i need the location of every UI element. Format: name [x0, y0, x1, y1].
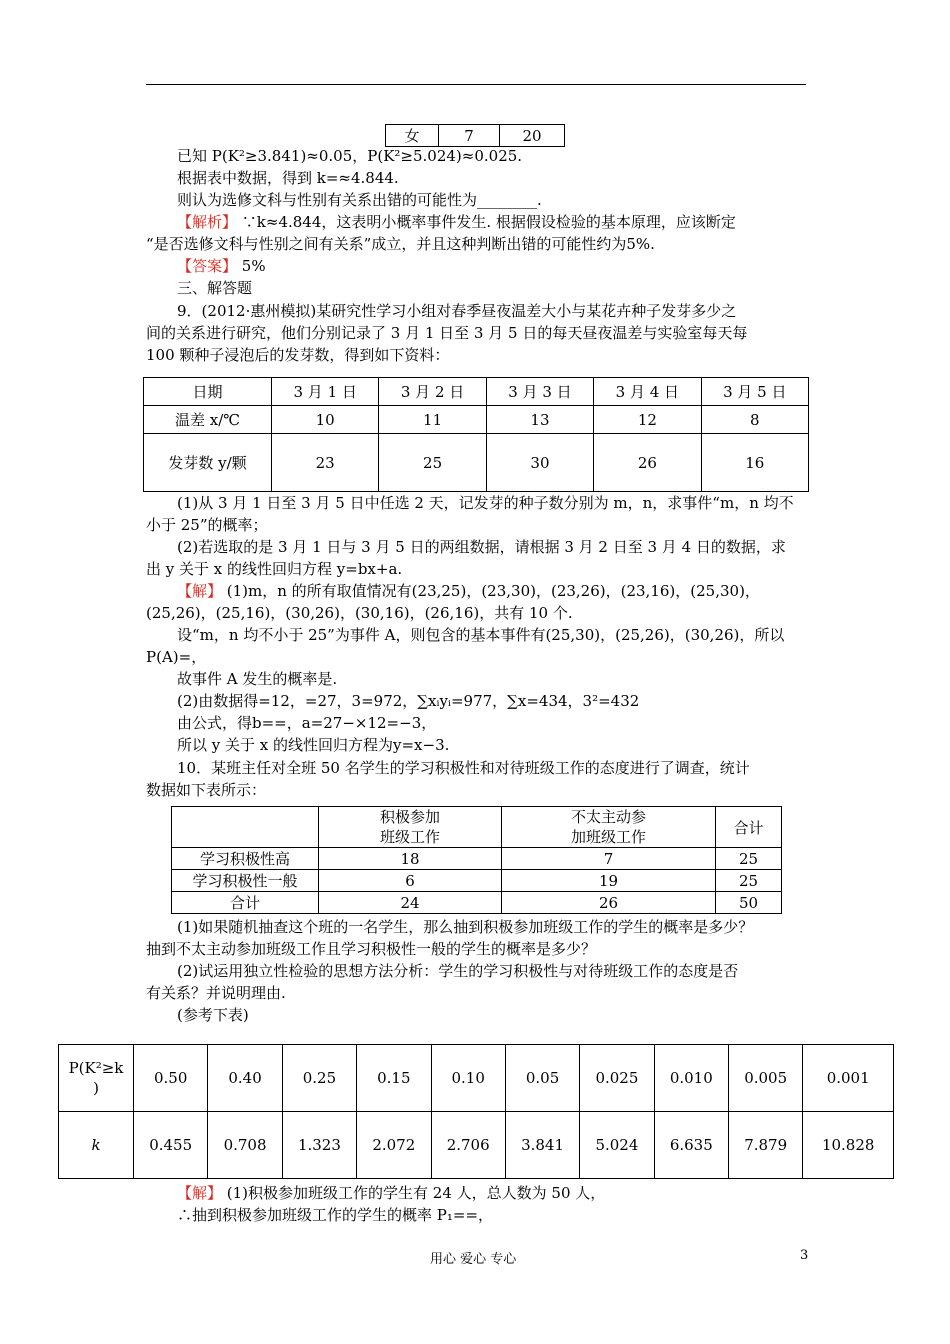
table-cell: 30: [486, 434, 593, 492]
table-header: 积极参加 班级工作: [319, 807, 502, 848]
solution-tag: 【解】: [177, 1184, 223, 1202]
table-header: 日期: [144, 378, 272, 406]
table-cell: 2.072: [357, 1112, 431, 1179]
table-cell: 发芽数 y/颗: [144, 434, 272, 492]
table-cell: 0.005: [729, 1045, 803, 1112]
text-line: 小于 25”的概率；: [146, 516, 268, 534]
table-cell: 7: [439, 125, 500, 147]
text-line: 数据如下表所示：: [146, 781, 267, 799]
text-line: 根据表中数据，得到 k=≈4.844.: [177, 169, 399, 187]
table-cell: 0.10: [431, 1045, 505, 1112]
text-line: 已知 P(K²≥3.841)≈0.05，P(K²≥5.024)≈0.025.: [177, 147, 523, 165]
table-header: 不太主动参 加班级工作: [502, 807, 716, 848]
table-cell: 7: [502, 848, 716, 870]
text-line: 10．某班主任对全班 50 名学生的学习积极性和对待班级工作的态度进行了调查，统计: [177, 759, 750, 777]
top-table: [385, 124, 565, 147]
table-cell: 7.879: [729, 1112, 803, 1179]
table-cell: 0.708: [208, 1112, 282, 1179]
solution-text: (1)m，n 的所有取值情况有(23,25)，(23,30)，(23,26)，(23,16)，(25,30)，: [222, 582, 760, 600]
table-cell: 3.841: [505, 1112, 579, 1179]
table-cell: 学习积极性一般: [172, 870, 319, 892]
answer-line: [177, 256, 266, 276]
text-line: 故事件 A 发生的概率是.: [177, 670, 338, 688]
table-cell: 温差 x/℃: [144, 406, 272, 434]
table-cell: 13: [486, 406, 593, 434]
table-cell: 0.25: [282, 1045, 356, 1112]
table-cell: 0.455: [134, 1112, 208, 1179]
text-line: 9．(2012·惠州模拟)某研究性学习小组对春季昼夜温差大小与某花卉种子发芽多少之: [177, 302, 737, 320]
header-rule: [146, 84, 806, 85]
table-cell: 18: [319, 848, 502, 870]
section-heading: 三、解答题: [177, 279, 253, 297]
table-cell: 11: [379, 406, 486, 434]
table-cell: 6: [319, 870, 502, 892]
table-cell: 12: [594, 406, 701, 434]
table-cell: 25: [379, 434, 486, 492]
answer-text: 5%: [237, 257, 266, 275]
table-header: 3 月 3 日: [486, 378, 593, 406]
solution-line: [177, 1183, 605, 1203]
page-number: 3: [800, 1248, 809, 1263]
table-header: P(K²≥k ): [59, 1045, 134, 1112]
table-header: 3 月 4 日: [594, 378, 701, 406]
table-cell: 10: [272, 406, 379, 434]
table-cell: 19: [502, 870, 716, 892]
table-cell: 24: [319, 892, 502, 914]
table-10: [171, 806, 782, 914]
table-cell: 5.024: [580, 1112, 654, 1179]
table-header: 合计: [716, 807, 782, 848]
table-header: 3 月 1 日: [272, 378, 379, 406]
table-cell: 25: [716, 848, 782, 870]
text-line: (25,26)，(25,16)，(30,26)，(30,16)，(26,16)，共有 10 个.: [146, 604, 573, 622]
table-header: [172, 807, 319, 848]
table-cell: 25: [716, 870, 782, 892]
table-cell: 26: [502, 892, 716, 914]
text-line: 所以 y 关于 x 的线性回归方程为y=x−3.: [177, 736, 450, 754]
table-cell: 20: [500, 125, 565, 147]
text-line: (1)从 3 月 1 日至 3 月 5 日中任选 2 天，记发芽的种子数分别为 m，n，求事件“m，n 均不: [177, 494, 794, 512]
answer-tag: 【答案】: [177, 257, 238, 275]
table-cell: 合计: [172, 892, 319, 914]
table-header: k: [59, 1112, 134, 1179]
text-line: (1)如果随机抽查这个班的一名学生，那么抽到积极参加班级工作的学生的概率是多少？: [177, 918, 754, 936]
text-line: (2)若选取的是 3 月 1 日与 3 月 5 日的两组数据，请根据 3 月 2 日至 3 月 4 日的数据，求: [177, 538, 786, 556]
text-line: 则认为选修文科与性别有关系出错的可能性为________.: [177, 191, 542, 209]
table-cell: 0.010: [654, 1045, 728, 1112]
table-cell: 16: [701, 434, 808, 492]
table-cell: 女: [386, 125, 439, 147]
solution-tag: 【解】: [177, 582, 223, 600]
solution-line: [177, 581, 760, 601]
text-line: 有关系？并说明理由.: [146, 984, 286, 1002]
table-cell: 26: [594, 434, 701, 492]
table-header: 3 月 5 日: [701, 378, 808, 406]
solution-text: (1)积极参加班级工作的学生有 24 人，总人数为 50 人，: [222, 1184, 606, 1202]
text-line: 设“m，n 均不小于 25”为事件 A，则包含的基本事件有(25,30)，(25,26)，(30,26)，所以: [177, 626, 785, 644]
table-cell: 0.15: [357, 1045, 431, 1112]
table-cell: 10.828: [803, 1112, 894, 1179]
text-line: ∴抽到积极参加班级工作的学生的概率 P₁==，: [177, 1206, 494, 1224]
text-line: “是否选修文科与性别之间有关系”成立，并且这种判断出错的可能性约为5%.: [146, 235, 655, 253]
text-line: (2)试运用独立性检验的思想方法分析：学生的学习积极性与对待班级工作的态度是否: [177, 962, 739, 980]
table-cell: 0.40: [208, 1045, 282, 1112]
analysis-text: ∵k≈4.844，这表明小概率事件发生. 根据假设检验的基本原理，应该断定: [237, 213, 736, 231]
table-cell: 6.635: [654, 1112, 728, 1179]
text-line: 出 y 关于 x 的线性回归方程 y=bx+a.: [146, 560, 403, 578]
table-cell: 50: [716, 892, 782, 914]
reference-table: [58, 1044, 894, 1179]
table-cell: 23: [272, 434, 379, 492]
table-cell: 2.706: [431, 1112, 505, 1179]
table-cell: 0.50: [134, 1045, 208, 1112]
analysis-tag: 【解析】: [177, 213, 238, 231]
text-line: 间的关系进行研究，他们分别记录了 3 月 1 日至 3 月 5 日的每天昼夜温差与实验室每天每: [146, 324, 748, 342]
table-cell: 1.323: [282, 1112, 356, 1179]
table-cell: 0.001: [803, 1045, 894, 1112]
text-line: (参考下表): [177, 1006, 249, 1024]
text-line: 由公式，得b==，a=27−×12=−3，: [177, 714, 437, 732]
table-9: [143, 377, 809, 492]
table-cell: 学习积极性高: [172, 848, 319, 870]
table-header: 3 月 2 日: [379, 378, 486, 406]
text-line: P(A)=，: [146, 648, 207, 666]
table-cell: 0.025: [580, 1045, 654, 1112]
footer-slogan: 用心 爱心 专心: [430, 1252, 517, 1267]
text-line: 抽到不太主动参加班级工作且学习积极性一般的学生的概率是多少？: [146, 940, 597, 958]
analysis-line: [177, 212, 736, 232]
table-cell: 8: [701, 406, 808, 434]
table-cell: 0.05: [505, 1045, 579, 1112]
text-line: (2)由数据得=12，=27，3=972，∑xᵢyᵢ=977，∑x=434，3²=432: [177, 692, 640, 710]
text-line: 100 颗种子浸泡后的发芽数，得到如下资料：: [146, 346, 450, 364]
